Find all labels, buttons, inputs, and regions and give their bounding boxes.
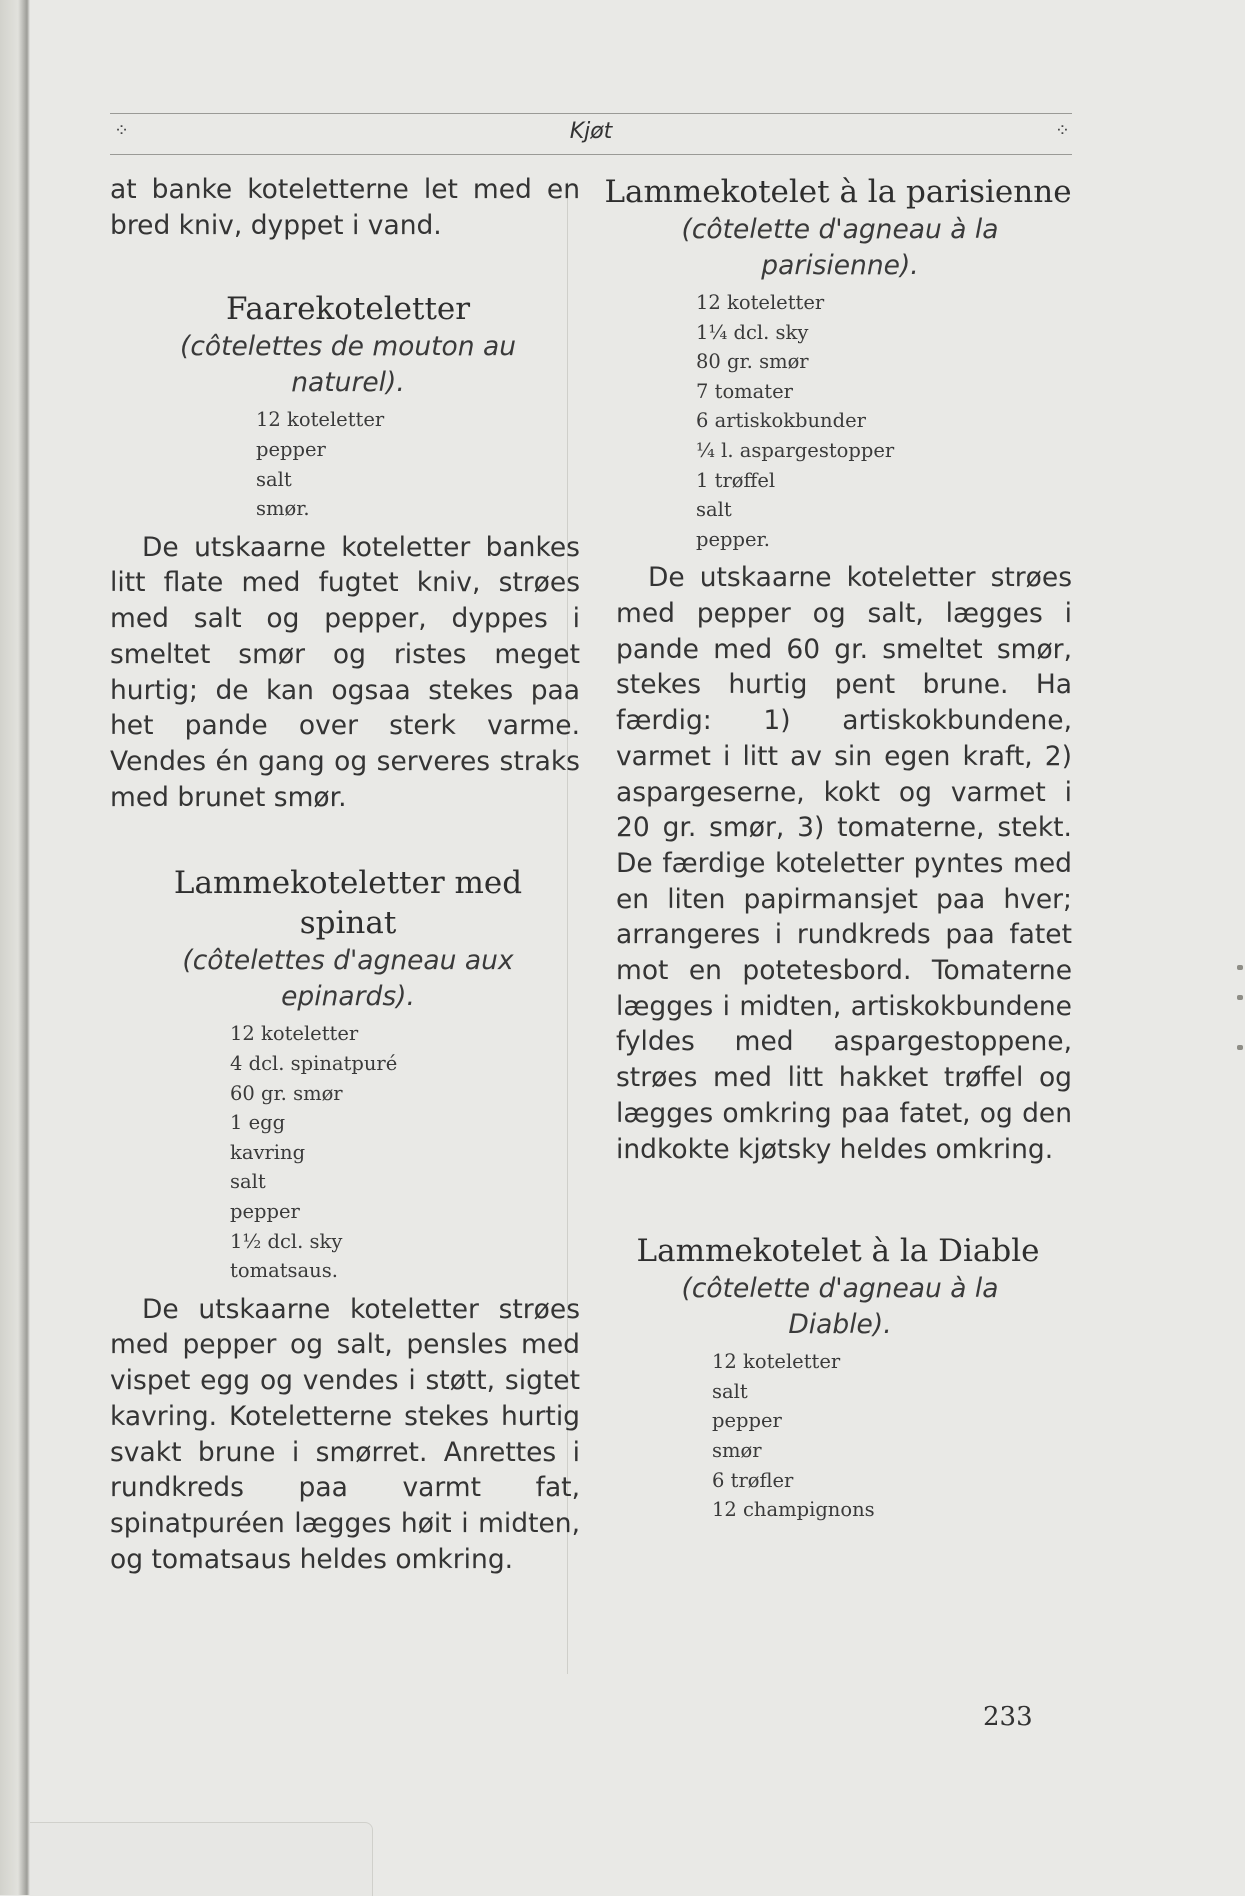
- ingredient: 12 koteletter: [696, 291, 825, 314]
- ingredient: 1 egg: [230, 1111, 286, 1135]
- ingredient: salt: [230, 1170, 266, 1194]
- recipe-title: Lammekotelet à la parisienne: [604, 174, 1072, 210]
- page-edge-marks: [1233, 955, 1245, 1065]
- ingredient: 80 gr. smør: [696, 350, 809, 374]
- ingredient: 12 champignons: [712, 1498, 875, 1522]
- ingredient: tomatsaus.: [230, 1259, 338, 1283]
- page-tab-edge: [30, 1822, 373, 1896]
- ingredient: smør.: [256, 497, 310, 521]
- ingredient: 1½ dcl. sky: [230, 1229, 343, 1253]
- recipe-subtitle: (côtelettes d'agneau aux epinards).: [182, 945, 514, 1013]
- ingredient: 1 trøffel: [696, 468, 776, 492]
- running-header-title: Kjøt: [569, 119, 613, 144]
- ingredient: salt: [696, 498, 732, 522]
- intro-text: at banke koteletterne let med en bred kniv, dyppet i vand.: [110, 174, 580, 241]
- recipe-title: Lammekoteletter med spinat: [173, 865, 523, 942]
- ingredient-list: [712, 1347, 1072, 1525]
- book-spine-shadow: [0, 0, 30, 1895]
- recipe-subtitle: (côtelette d'agneau à la parisienne).: [681, 214, 999, 281]
- ingredient: salt: [712, 1379, 748, 1403]
- ingredient-list: [230, 1019, 586, 1285]
- ingredient: ¼ l. aspargestopper: [696, 438, 895, 462]
- recipe-text: De utskaarne koteletter strøes med pepper og salt, lægges i pande med 60 gr. smeltet smør, stekes hurtig pent brune. Ha færdig: 1) artiskokbundene, varmet i litt av sin egen kraft, 2) aspargeserne, kokt og varmet i 20 gr. smør, 3) tomaterne, stekt. De færdige koteletter pyntes med en liten papirmansjet paa hver; arrangeres i rundkreds paa fatet mot en potetesbord. Tomaterne lægges i midten, artiskokbundene fyldes med aspargestoppene, strøes med litt hakket trøffel og lægges omkring paa fatet, og den indkokte kjøtsky heldes omkring.: [616, 562, 1072, 1165]
- ingredient: pepper: [230, 1199, 300, 1223]
- recipe-text: De utskaarne koteletter bankes litt flate med fugtet kniv, strøes med salt og pepper, dyppes i smeltet smør og ristes meget hurtig; de kan ogsaa stekes paa het pande over sterk varme. Vendes én gang og serveres straks med brunet smør.: [110, 531, 580, 813]
- book-page: [30, 0, 1245, 1895]
- recipe-title: Faarekoteletter: [225, 291, 471, 328]
- ornament-icon: ⁘: [1054, 120, 1070, 141]
- page-number: 233: [983, 1702, 1033, 1732]
- ingredient: smør: [712, 1439, 762, 1463]
- ornament-icon: ⁘: [114, 120, 130, 141]
- ingredient-list: [696, 288, 1072, 554]
- ingredient: 7 tomater: [696, 379, 793, 403]
- recipe-text: De utskaarne koteletter strøes med pepper og salt, pensles med vispet egg og vendes i støtt, sigtet kavring. Koteletterne stekes hurtig svakt brune i smørret. Anrettes i rundkreds paa varmt fat, spinatpuréen lægges høit i midten, og tomatsaus heldes omkring.: [110, 1293, 580, 1575]
- running-header: [110, 113, 1072, 155]
- ingredient: pepper: [712, 1409, 782, 1433]
- ingredient: 1¼ dcl. sky: [696, 320, 809, 344]
- right-column: [586, 172, 1072, 1531]
- ingredient: salt: [256, 467, 292, 491]
- recipe-subtitle: (côtelette d'agneau à la Diable).: [681, 1273, 999, 1341]
- ingredient-list: [256, 405, 586, 523]
- left-column: [110, 172, 586, 1577]
- ingredient: pepper: [256, 438, 326, 461]
- ingredient: 4 dcl. spinatpuré: [230, 1052, 398, 1075]
- recipe-subtitle: (côtelettes de mouton au naturel).: [179, 331, 517, 399]
- ingredient: kavring: [230, 1140, 306, 1164]
- ingredient: 12 koteletter: [256, 408, 385, 432]
- recipe-title: Lammekotelet à la Diable: [636, 1233, 1040, 1270]
- ingredient: 6 trøfler: [712, 1468, 794, 1492]
- ingredient: 60 gr. smør: [230, 1081, 343, 1105]
- ingredient: pepper.: [696, 527, 770, 551]
- ingredient: 6 artiskokbunder: [696, 409, 866, 433]
- ingredient: 12 koteletter: [712, 1350, 841, 1374]
- ingredient: 12 koteletter: [230, 1022, 359, 1046]
